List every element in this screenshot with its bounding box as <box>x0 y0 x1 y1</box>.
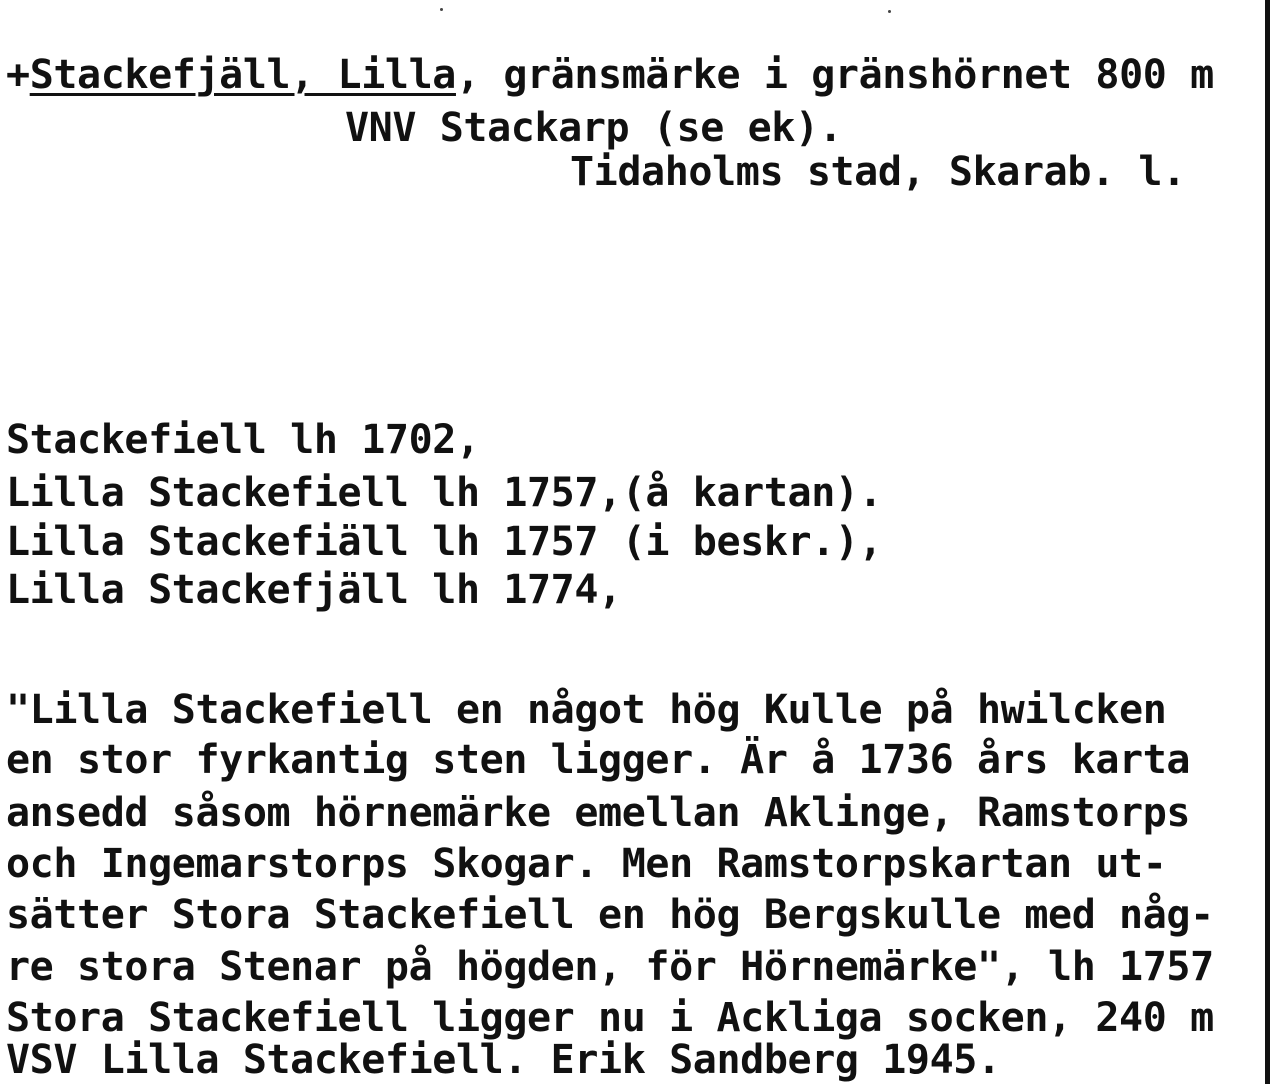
entry-name: Stackefjäll, Lilla <box>29 52 456 98</box>
quote-line: en stor fyrkantig sten ligger. Är å 1736 års karta <box>6 737 1191 783</box>
record-line: Lilla Stackefjäll lh 1774, <box>6 567 622 613</box>
record-line: Lilla Stackefiell lh 1757,(å kartan). <box>6 470 883 516</box>
quote-line: Stora Stackefiell ligger nu i Ackliga socken, 240 m <box>6 995 1214 1041</box>
header-location: Tidaholms stad, Skarab. l. <box>570 149 1186 195</box>
ink-speck <box>440 8 443 11</box>
quote-line: re stora Stenar på högden, för Hörnemärke", lh 1757 <box>6 944 1214 990</box>
quote-line: och Ingemarstorps Skogar. Men Ramstorpskartan ut- <box>6 841 1167 887</box>
header-line-1 <box>6 52 1214 98</box>
quote-line: "Lilla Stackefiell en något hög Kulle på hwilcken <box>6 687 1167 733</box>
header-line-2: VNV Stackarp (se ek). <box>345 105 843 151</box>
record-line: Stackefiell lh 1702, <box>6 417 480 463</box>
entry-marker: + <box>6 52 30 98</box>
quote-line-signature: VSV Lilla Stackefiell. Erik Sandberg 1945. <box>6 1037 1001 1083</box>
quote-line: sätter Stora Stackefiell en hög Bergskulle med någ- <box>6 892 1214 938</box>
record-line: Lilla Stackefiäll lh 1757 (i beskr.), <box>6 519 883 565</box>
card-right-edge <box>1265 0 1270 1084</box>
ink-speck <box>888 10 891 13</box>
quote-line: ansedd såsom hörnemärke emellan Aklinge, Ramstorps <box>6 790 1191 836</box>
entry-description: , gränsmärke i gränshörnet 800 m <box>455 52 1214 98</box>
